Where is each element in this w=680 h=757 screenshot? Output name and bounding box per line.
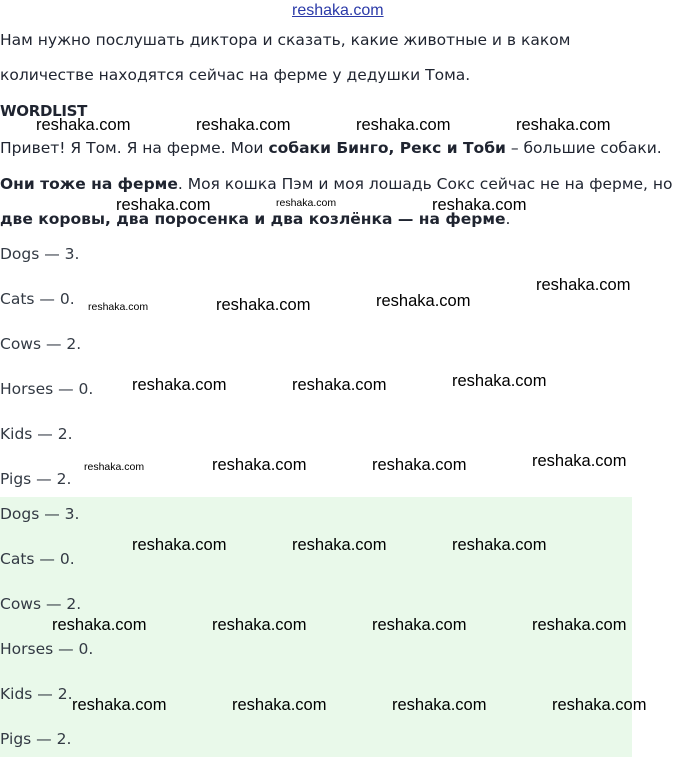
p2-bold-2: две коровы, два поросенка и два козлёнка — на ферме bbox=[0, 210, 506, 228]
watermark: reshaka.com bbox=[212, 456, 307, 474]
answer-horses: Horses — 0. bbox=[0, 640, 94, 658]
watermark: reshaka.com bbox=[132, 536, 227, 554]
p2-bold-1: Они тоже на ферме bbox=[0, 175, 178, 193]
watermark: reshaka.com bbox=[52, 616, 147, 634]
watermark: reshaka.com bbox=[132, 376, 227, 394]
answer-dogs: Dogs — 3. bbox=[0, 505, 80, 523]
task-line-2: количестве находятся сейчас на ферме у дедушки Тома. bbox=[0, 66, 471, 84]
answer-pigs: Pigs — 2. bbox=[0, 730, 72, 748]
p1-bold: собаки Бинго, Рекс и Тоби bbox=[268, 139, 506, 157]
watermark: reshaka.com bbox=[36, 116, 131, 134]
watermark: reshaka.com bbox=[552, 696, 647, 714]
paragraph-2-line-1 bbox=[0, 175, 673, 193]
list-item-horses: Horses — 0. bbox=[0, 380, 94, 398]
watermark: reshaka.com bbox=[532, 616, 627, 634]
answer-kids: Kids — 2. bbox=[0, 685, 73, 703]
watermark: reshaka.com bbox=[196, 116, 291, 134]
watermark: reshaka.com bbox=[84, 461, 145, 473]
wordlist-title: WORDLIST bbox=[0, 102, 88, 120]
watermark: reshaka.com bbox=[88, 301, 149, 313]
watermark: reshaka.com bbox=[376, 292, 471, 310]
watermark: reshaka.com bbox=[72, 696, 167, 714]
task-line-1: Нам нужно послушать диктора и сказать, какие животные и в каком bbox=[0, 31, 571, 49]
site-link[interactable]: reshaka.com bbox=[292, 2, 384, 19]
list-item-dogs: Dogs — 3. bbox=[0, 245, 80, 263]
answer-cats: Cats — 0. bbox=[0, 550, 75, 568]
watermark: reshaka.com bbox=[372, 456, 467, 474]
watermark: reshaka.com bbox=[532, 452, 627, 470]
watermark: reshaka.com bbox=[232, 696, 327, 714]
watermark: reshaka.com bbox=[276, 197, 337, 209]
p2-mid: . Моя кошка Пэм и моя лошадь Сокс сейчас не на ферме, но bbox=[177, 175, 673, 193]
watermark: reshaka.com bbox=[452, 372, 547, 390]
watermark: reshaka.com bbox=[116, 196, 211, 214]
watermark: reshaka.com bbox=[216, 296, 311, 314]
list-item-cows: Cows — 2. bbox=[0, 335, 82, 353]
watermark: reshaka.com bbox=[372, 616, 467, 634]
p1-end: – большие собаки. bbox=[505, 139, 662, 157]
watermark: reshaka.com bbox=[392, 696, 487, 714]
answer-cows: Cows — 2. bbox=[0, 595, 82, 613]
watermark: reshaka.com bbox=[536, 276, 631, 294]
watermark: reshaka.com bbox=[212, 616, 307, 634]
list-item-pigs: Pigs — 2. bbox=[0, 470, 72, 488]
paragraph-1 bbox=[0, 139, 662, 157]
p1-start: Привет! Я Том. Я на ферме. Мои bbox=[0, 139, 269, 157]
watermark: reshaka.com bbox=[452, 536, 547, 554]
watermark: reshaka.com bbox=[432, 196, 527, 214]
p2-end: . bbox=[505, 210, 511, 228]
watermark: reshaka.com bbox=[292, 376, 387, 394]
list-item-kids: Kids — 2. bbox=[0, 425, 73, 443]
list-item-cats: Cats — 0. bbox=[0, 290, 75, 308]
watermark: reshaka.com bbox=[356, 116, 451, 134]
watermark: reshaka.com bbox=[292, 536, 387, 554]
watermark: reshaka.com bbox=[516, 116, 611, 134]
